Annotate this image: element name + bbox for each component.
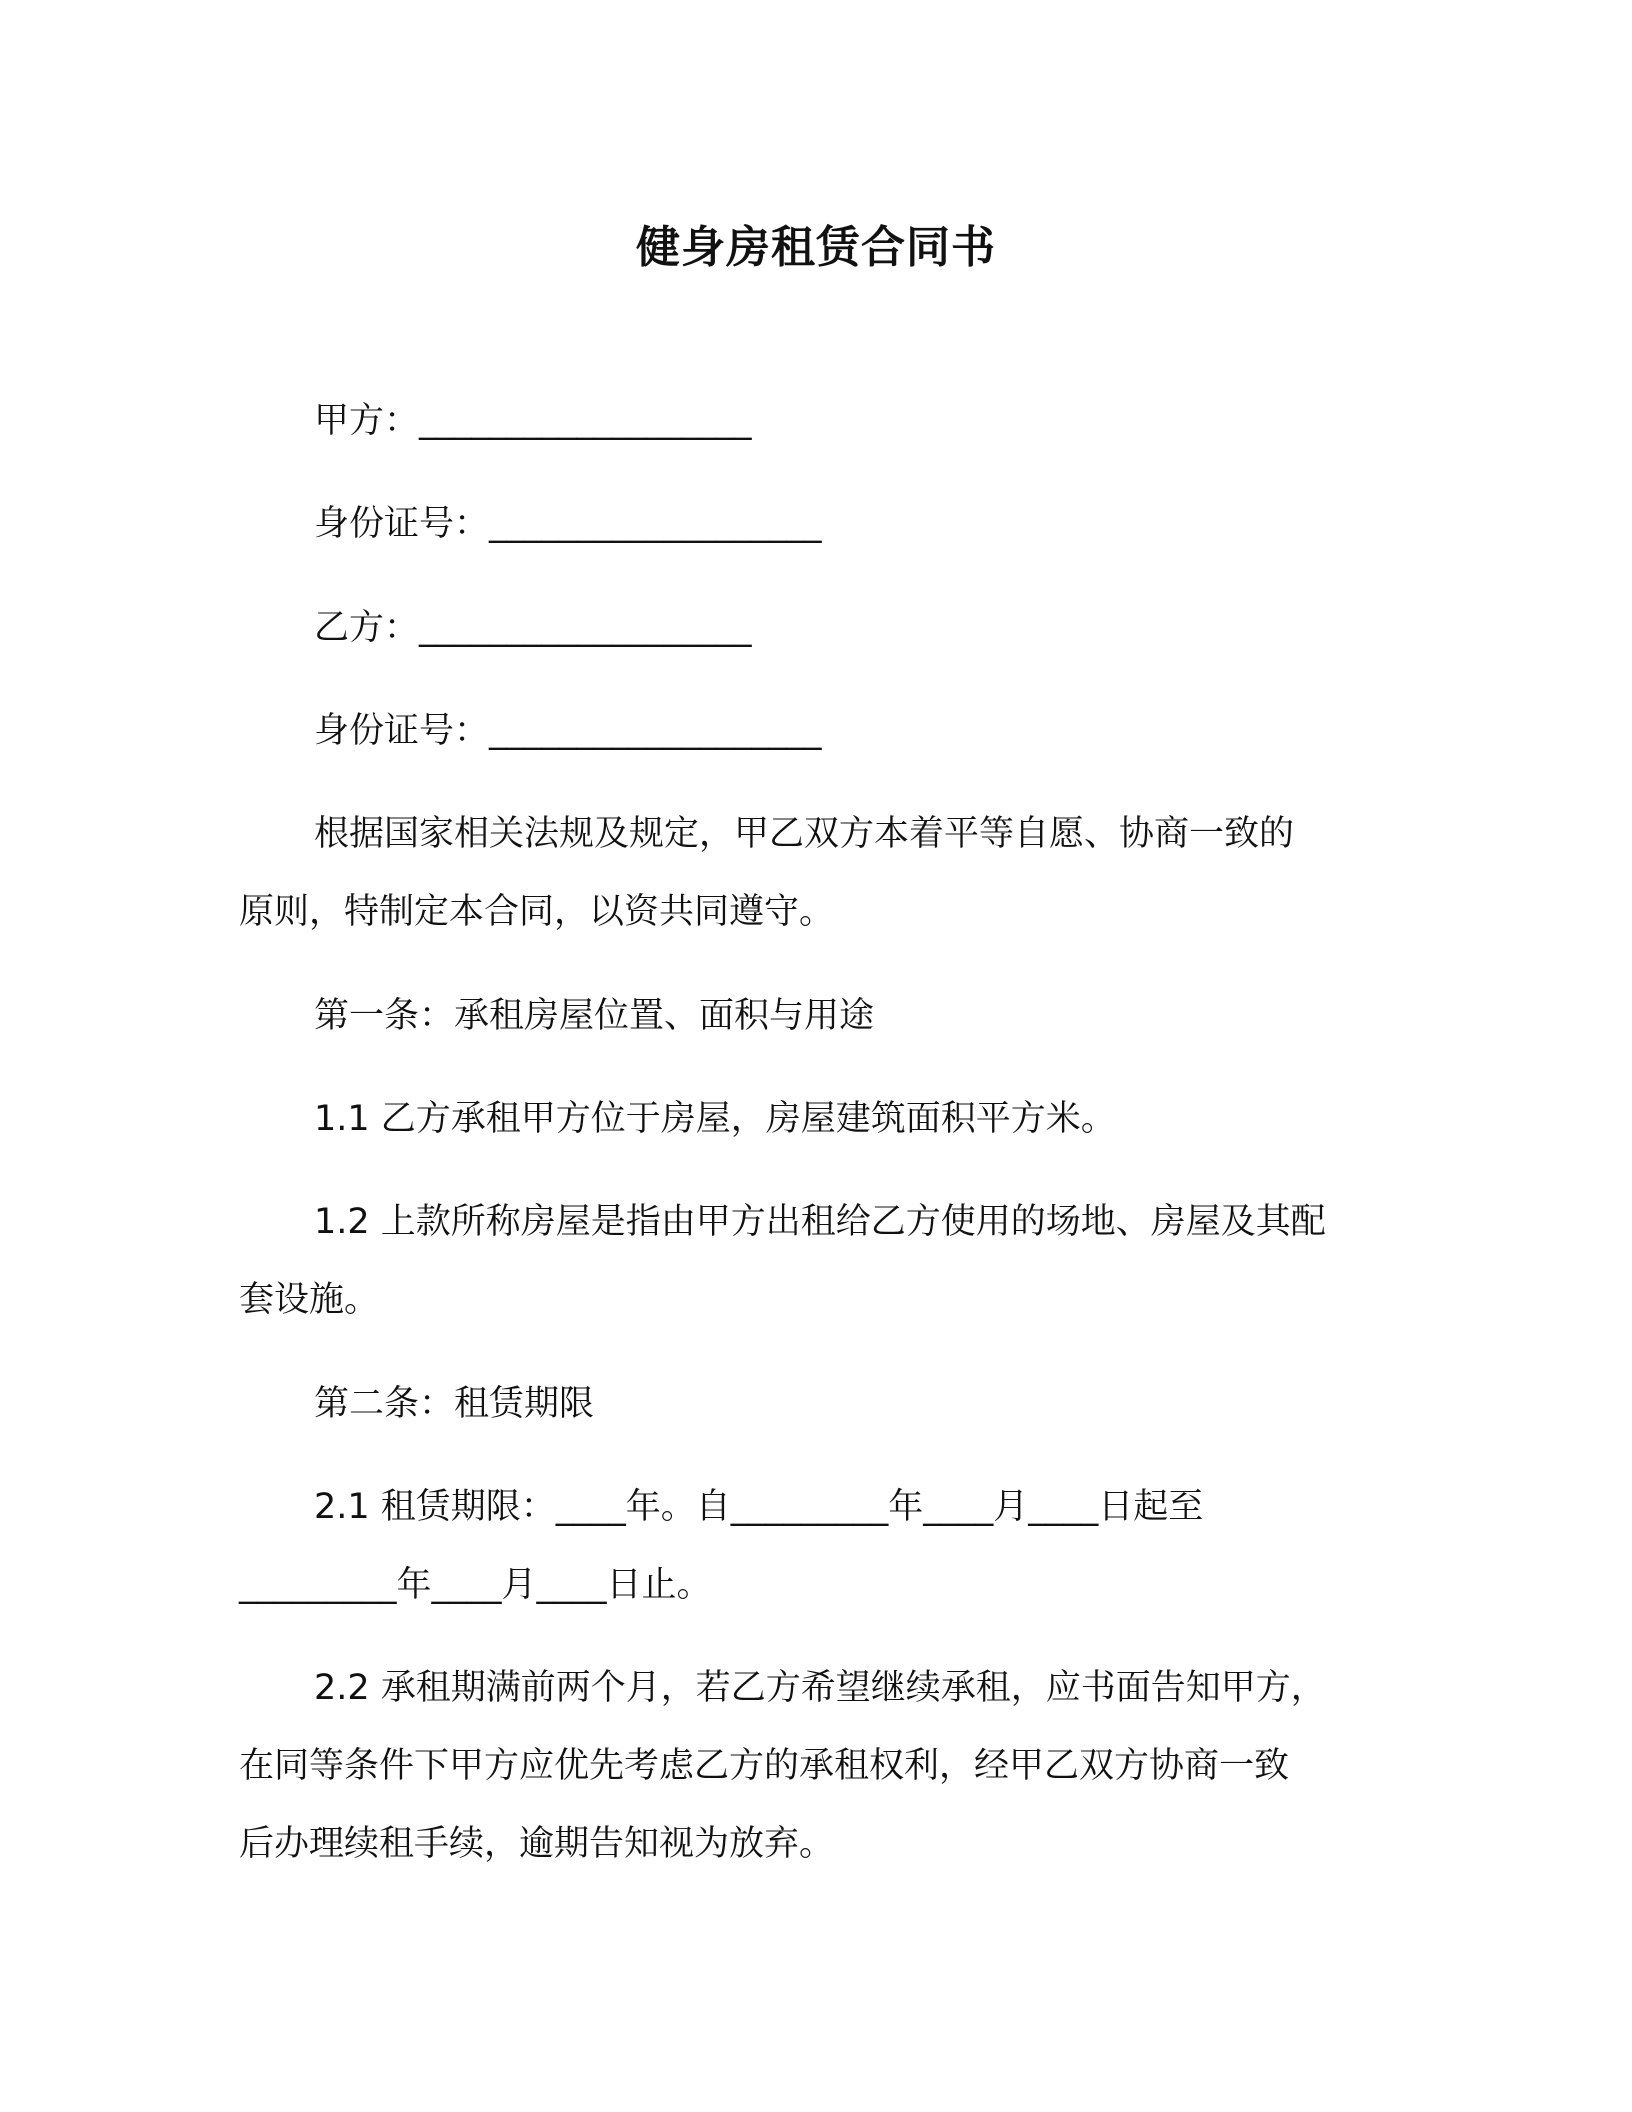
clause-1-2-line-2: 套设施。: [239, 1280, 380, 1320]
clause-2-1-line-1: 2.1 租赁期限：____年。自_________年____月____日起至: [314, 1487, 1204, 1527]
preamble-line-2: 原则，特制定本合同，以资共同遵守。: [239, 892, 835, 932]
party-a-id-field: 身份证号：___________________: [314, 504, 822, 544]
clause-2-2-line-2: 在同等条件下甲方应优先考虑乙方的承租权利，经甲乙双方协商一致: [239, 1746, 1290, 1786]
clause-2-1-line-2: _________年____月____日止。: [239, 1565, 712, 1605]
party-b-id-field: 身份证号：___________________: [314, 711, 822, 751]
clause-2-2-line-1: 2.2 承租期满前两个月，若乙方希望继续承租，应书面告知甲方，: [314, 1668, 1326, 1708]
clause-1-2-line-1: 1.2 上款所称房屋是指由甲方出租给乙方使用的场地、房屋及其配: [314, 1202, 1326, 1242]
article-1-heading: 第一条：承租房屋位置、面积与用途: [314, 996, 875, 1036]
article-2-heading: 第二条：租赁期限: [314, 1384, 595, 1424]
party-b-field: 乙方：___________________: [314, 608, 752, 648]
preamble-line-1: 根据国家相关法规及规定，甲乙双方本着平等自愿、协商一致的: [314, 814, 1295, 854]
document-title: 健身房租赁合同书: [636, 222, 996, 273]
clause-1-1: 1.1 乙方承租甲方位于房屋，房屋建筑面积平方米。: [314, 1099, 1116, 1139]
clause-2-2-line-3: 后办理续租手续，逾期告知视为放弃。: [239, 1824, 835, 1864]
party-a-field: 甲方：___________________: [314, 401, 752, 441]
